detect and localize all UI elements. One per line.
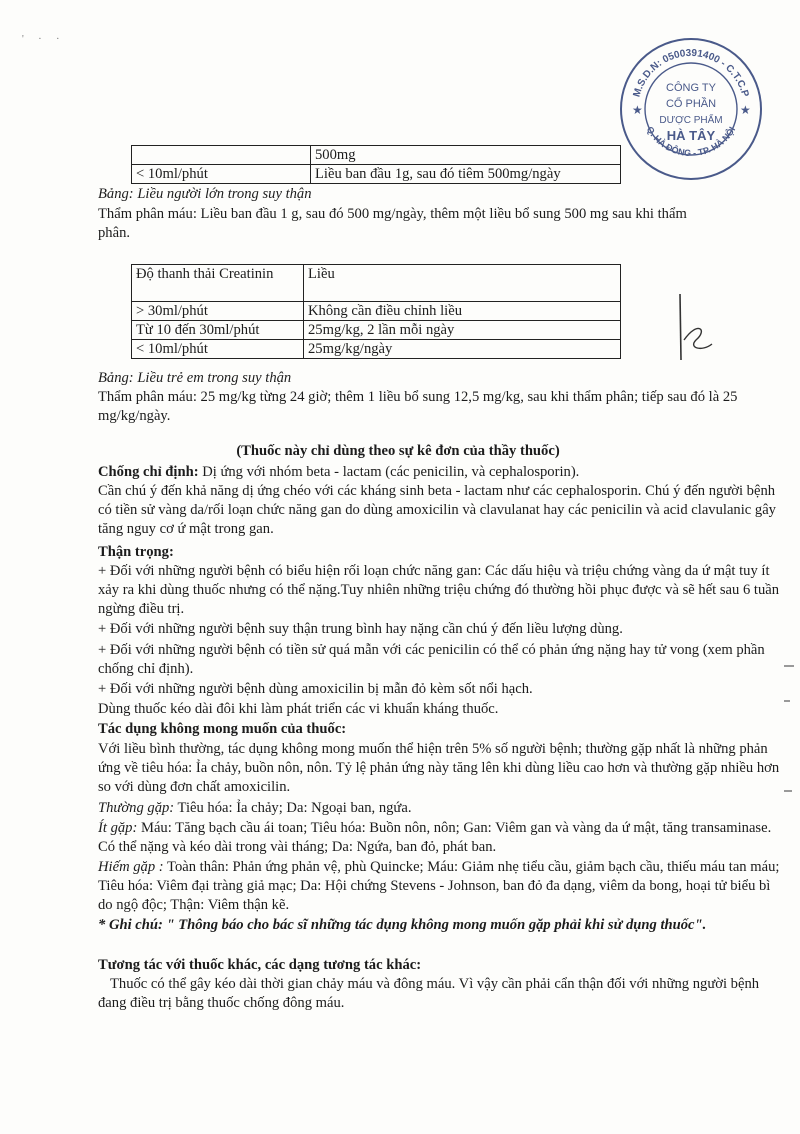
- table-header-cell: Độ thanh thải Creatinin: [132, 265, 304, 302]
- stamp-ring-bottom: Q. HÀ ĐÔNG - TP. HÀ NỘI: [644, 124, 738, 159]
- adult-table-caption: Bảng: Liều người lớn trong suy thận: [98, 186, 312, 202]
- common-label: Thường gặp:: [98, 800, 175, 816]
- table-cell: > 30ml/phút: [132, 302, 304, 321]
- caution-item: + Đối với những người bệnh suy thận trung bình hay nặng cần chú ý đến liều lượng dùng.: [98, 621, 623, 637]
- table-cell: 25mg/kg/ngày: [304, 340, 621, 359]
- uncommon-text: Máu: Tăng bạch cầu ái toan; Tiêu hóa: Buồn nôn, nôn; Gan: Viêm gan và vàng da ứ mật, tăng transaminase. Có thể nặng và kéo dài trong vài tháng; Da: Ngứa, ban đỏ, phát ban.: [98, 820, 772, 855]
- table-row: [132, 146, 621, 165]
- caution-heading: Thận trọng:: [98, 544, 174, 560]
- table-cell: < 10ml/phút: [132, 340, 304, 359]
- side-effects-note: * Ghi chú: " Thông báo cho bác sĩ những tác dụng không mong muốn gặp phải khi sử dụng thuốc".: [98, 917, 707, 933]
- caution-item: + Đối với những người bệnh có biểu hiện rối loạn chức năng gan: Các dấu hiệu và triệu chứng vàng da ứ mật tuy ít xảy ra khi dùng thuốc nhưng có thể nặng.Tuy nhiên những triệu chứng đó thường hồi phục được và sẽ hết sau 6 tuần ngừng điều trị.: [98, 563, 780, 617]
- caution-item: Dùng thuốc kéo dài đôi khi làm phát triển các vi khuẩn kháng thuốc.: [98, 701, 499, 717]
- stamp-line-4: HÀ TÂY: [666, 128, 716, 143]
- stamp-ring-text: M.S.D.N: 0500391400 - C.T.C.P: [631, 47, 751, 99]
- child-table-caption: Bảng: Liều trẻ em trong suy thận: [98, 370, 292, 386]
- table-row: [132, 165, 621, 184]
- uncommon-label: Ít gặp:: [98, 820, 138, 836]
- table-cell: 500mg: [311, 146, 621, 165]
- company-stamp: [618, 36, 764, 182]
- scan-edge-mark: [784, 700, 790, 702]
- adult-dose-table: [131, 145, 621, 184]
- common-text: Tiêu hóa: Ỉa chảy; Da: Ngoại ban, ngứa.: [174, 800, 412, 816]
- svg-text:★: ★: [740, 103, 751, 117]
- caution-item: + Đối với những người bệnh dùng amoxicilin bị mẫn đỏ kèm sốt nổi hạch.: [98, 681, 533, 697]
- side-effects-heading: Tác dụng không mong muốn của thuốc:: [98, 721, 347, 737]
- signature-mark: [668, 290, 716, 370]
- side-effects-uncommon: [98, 819, 788, 857]
- table-row: [132, 302, 621, 321]
- rare-text: Toàn thân: Phản ứng phản vệ, phù Quincke; Máu: Giảm nhẹ tiểu cầu, giảm bạch cầu, thiếu máu tan máu; Tiêu hóa: Viêm đại tràng giả mạc; Da: Hội chứng Stevens - Johnson, ban đỏ đa dạng, viêm da bong, hoại tử biểu bì do ngộ độc; Thận: Viêm thận kẽ.: [98, 859, 780, 913]
- contraindication-lead: [98, 463, 788, 482]
- table-cell: [132, 146, 311, 165]
- scan-edge-mark: [784, 665, 794, 667]
- table-row: [132, 340, 621, 359]
- stamp-line-3: DƯỢC PHẨM: [659, 115, 723, 126]
- table-header-cell: Liều: [304, 265, 621, 302]
- table-cell: < 10ml/phút: [132, 165, 311, 184]
- child-dose-table: [131, 264, 621, 359]
- stamp-line-1: CÔNG TY: [666, 82, 716, 94]
- caution-item: + Đối với những người bệnh có tiền sử quá mẫn với các penicilin có thể có phản ứng nặng hay tử vong (xem phần chống chỉ định).: [98, 642, 765, 677]
- child-dialysis-text: Thẩm phân máu: 25 mg/kg từng 24 giờ; thêm 1 liều bổ sung 12,5 mg/kg, sau khi thẩm phân; tiếp sau đó là 25 mg/kg/ngày.: [98, 389, 738, 424]
- interactions-heading: Tương tác với thuốc khác, các dạng tương tác khác:: [98, 957, 422, 973]
- table-cell: 25mg/kg, 2 lần mỗi ngày: [304, 321, 621, 340]
- table-cell: Từ 10 đến 30ml/phút: [132, 321, 304, 340]
- side-effects-intro: Với liều bình thường, tác dụng không mong muốn thể hiện trên 5% số người bệnh; thường gặp nhất là những phản ứng về tiêu hóa: Ỉa chảy, buồn nôn, nôn. Tỷ lệ phản ứng này tăng lên khi dùng liều cao hơn và thường gặp nhiều hơn so với dùng đơn chất amoxicilin.: [98, 741, 780, 795]
- contraindication-body: Cần chú ý đến khả năng dị ứng chéo với các kháng sinh beta - lactam như các cephalosporin. Chú ý đến người bệnh có tiền sử vàng da/rối loạn chức năng gan do dùng amoxicilin và clavulanat hay các penicilin và acid clavulanic gây tăng nguy cơ ứ mật trong gan.: [98, 483, 776, 537]
- table-row: [132, 265, 621, 302]
- table-cell: Liều ban đầu 1g, sau đó tiêm 500mg/ngày: [311, 165, 621, 184]
- rare-label: Hiếm gặp :: [98, 859, 164, 875]
- table-cell: Không cần điều chỉnh liều: [304, 302, 621, 321]
- svg-text:★: ★: [632, 103, 643, 117]
- prescription-note: (Thuốc này chỉ dùng theo sự kê đơn của thầy thuốc): [236, 443, 560, 459]
- side-effects-common: [98, 799, 788, 818]
- contraindication-heading: Chống chỉ định:: [98, 464, 199, 480]
- scan-edge-mark: [784, 790, 792, 792]
- stamp-line-2: CỔ PHẦN: [665, 98, 717, 110]
- scan-mark: ' · ·: [22, 34, 66, 45]
- contraindication-lead-text: Dị ứng với nhóm beta - lactam (các penicilin, và cephalosporin).: [198, 464, 580, 480]
- table-row: [132, 321, 621, 340]
- adult-dialysis-text: Thẩm phân máu: Liều ban đầu 1 g, sau đó 500 mg/ngày, thêm một liều bổ sung 500 mg sau khi thẩm phân.: [98, 206, 687, 241]
- interactions-body: Thuốc có thể gây kéo dài thời gian chảy máu và đông máu. Vì vậy cần phải cẩn thận đối với những người bệnh đang điều trị bằng thuốc chống đông máu.: [98, 976, 760, 1011]
- side-effects-rare: [98, 858, 788, 915]
